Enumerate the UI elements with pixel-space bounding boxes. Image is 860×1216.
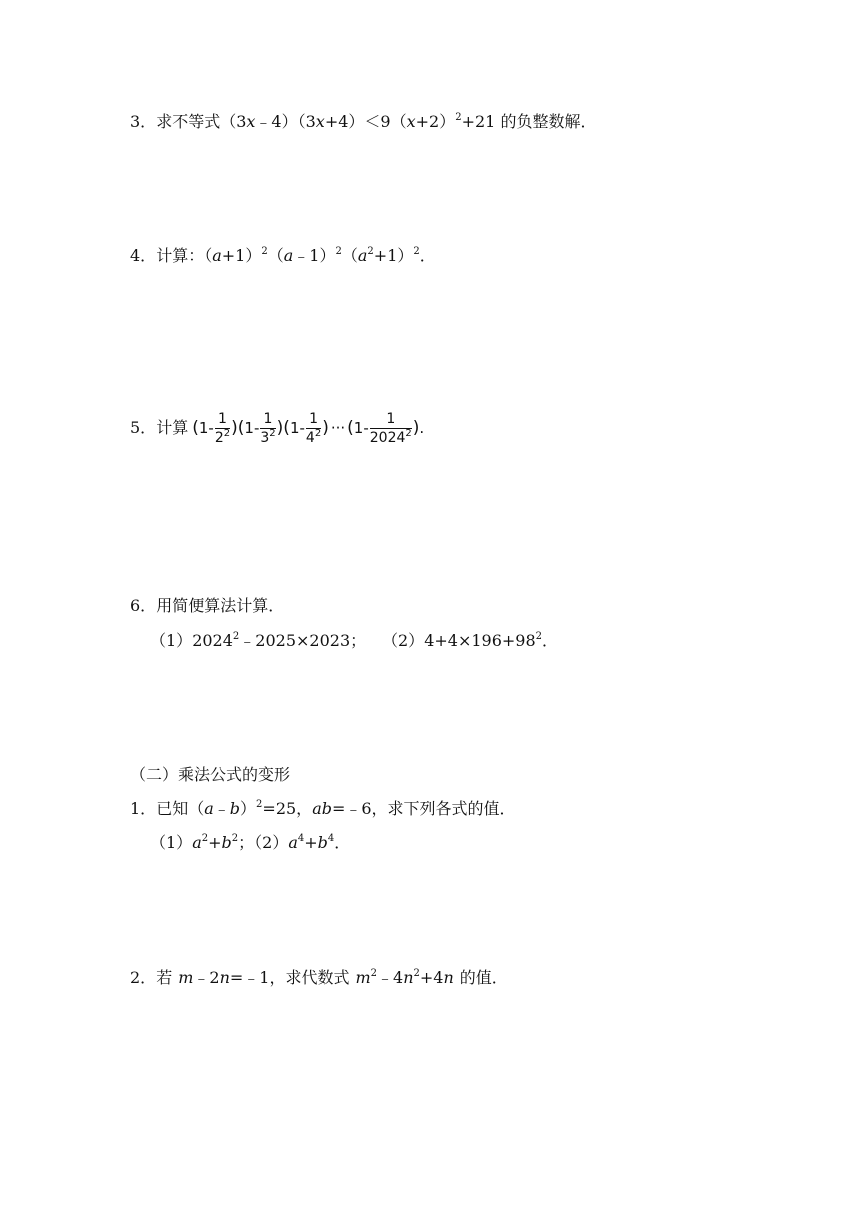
- exponent: 2: [367, 246, 374, 257]
- variable-m: m: [178, 968, 194, 987]
- exponent: 2: [231, 833, 239, 844]
- question-text: （: [267, 246, 284, 265]
- open-paren: (: [347, 418, 354, 438]
- fraction-numerator: 1: [386, 410, 396, 427]
- period: ．: [334, 833, 351, 852]
- fraction-denominator: [370, 429, 412, 446]
- question-text: 2024: [192, 631, 233, 650]
- exponent: 2: [535, 631, 543, 642]
- question-text: +4: [419, 968, 444, 987]
- question-3: [130, 111, 596, 133]
- question-text: +4）＜9（: [324, 112, 407, 131]
- question-6-part-1: [150, 630, 366, 652]
- term-one: 1: [353, 419, 364, 437]
- section-title: （二）乘法公式的变形: [130, 765, 291, 784]
- variable-m: m: [355, 968, 371, 987]
- section-question-1: [130, 798, 516, 820]
- exponent: 2: [405, 427, 412, 439]
- minus-sign: -: [253, 419, 260, 437]
- question-text: 用简便算法计算．: [156, 596, 285, 615]
- variable-n: n: [403, 968, 414, 987]
- exponent: 2: [223, 427, 231, 439]
- close-paren: ）: [240, 799, 257, 818]
- minus-sign: -: [363, 419, 369, 437]
- section-heading: [130, 764, 290, 786]
- minus-sign: -: [208, 419, 214, 437]
- open-paren: (: [237, 418, 245, 438]
- denominator-base: 2024: [369, 429, 406, 446]
- variable-a: a: [283, 246, 294, 265]
- variable-a: a: [212, 246, 222, 265]
- separator: ；: [238, 833, 255, 852]
- exponent: 2: [232, 631, 240, 642]
- fraction-denominator: [260, 429, 275, 446]
- plus-sign: +: [208, 833, 222, 852]
- question-text: +1）: [221, 246, 262, 265]
- term-one: 1: [289, 419, 300, 437]
- question-text: 已知（: [156, 799, 205, 818]
- question-text: =25，: [262, 799, 313, 818]
- exponent: 4: [327, 833, 335, 844]
- fraction-denominator: [215, 429, 230, 446]
- variable-a: a: [204, 799, 214, 818]
- minus-sign: ﹣: [213, 799, 230, 818]
- part-label: （1）: [150, 631, 193, 650]
- fraction-1-over-3-squared: [260, 411, 275, 446]
- question-5: [130, 408, 424, 448]
- question-text: +21 的负整数解．: [461, 112, 597, 131]
- exponent: 4: [297, 833, 305, 844]
- question-number: 3．: [130, 112, 157, 131]
- part-label: （2）: [382, 631, 425, 650]
- exponent: 2: [201, 833, 209, 844]
- part-label: （1）: [150, 833, 193, 852]
- variable-b: b: [221, 833, 232, 852]
- fraction-1-over-2-squared: [215, 411, 230, 446]
- denominator-base: 4: [305, 429, 315, 446]
- minus-sign: -: [299, 419, 305, 437]
- fraction-1-over-4-squared: [306, 411, 321, 446]
- question-text: ．: [419, 246, 436, 265]
- question-text: ﹣2025×2023；: [239, 631, 367, 650]
- question-4: [130, 245, 436, 267]
- variable-a: a: [288, 833, 298, 852]
- question-text: ．: [542, 631, 559, 650]
- variable-b: b: [229, 799, 241, 818]
- exponent: 2: [455, 112, 462, 123]
- variable-ab: ab: [312, 799, 332, 818]
- denominator-base: 3: [260, 429, 270, 446]
- part-label: （2）: [254, 833, 289, 852]
- exponent: 2: [370, 968, 378, 979]
- close-paren: ): [412, 418, 420, 438]
- fraction-numerator: 1: [263, 410, 273, 427]
- question-number: 1．: [130, 799, 157, 818]
- section-question-2: [130, 967, 508, 989]
- fraction-numerator: 1: [218, 410, 227, 427]
- question-text: ﹣4: [377, 968, 404, 987]
- term-one: 1: [198, 419, 209, 437]
- question-text: =﹣1，求代数式: [229, 968, 350, 987]
- section-question-1-parts: [150, 832, 350, 854]
- product-expression: [192, 408, 424, 448]
- exponent: 2: [314, 427, 322, 439]
- variable-n: n: [219, 968, 230, 987]
- question-text: 计算：（: [156, 246, 213, 265]
- close-paren: ): [276, 418, 284, 438]
- question-text: =﹣6，求下列各式的值．: [331, 799, 516, 818]
- close-paren: ): [322, 418, 329, 438]
- period: .: [419, 419, 425, 437]
- question-text: 4+4×196+98: [424, 631, 536, 650]
- question-text: ﹣2: [193, 968, 220, 987]
- question-6-part-2: [382, 630, 558, 652]
- question-6: [130, 595, 284, 617]
- question-number: 5．: [130, 418, 157, 437]
- fraction-numerator: 1: [309, 410, 319, 427]
- exponent: 2: [413, 246, 420, 257]
- variable-x: x: [246, 112, 256, 131]
- question-number: 4．: [130, 246, 157, 265]
- question-text: 求不等式（3: [156, 112, 247, 131]
- exponent: 2: [269, 427, 276, 439]
- question-text: 的值．: [459, 968, 508, 987]
- variable-x: x: [315, 112, 325, 131]
- question-number: 6．: [130, 596, 157, 615]
- fraction-denominator: [306, 429, 321, 446]
- question-number: 2．: [130, 968, 157, 987]
- ellipsis: ···: [330, 419, 346, 437]
- exponent: 2: [413, 968, 420, 979]
- fraction-1-over-2024-squared: [370, 411, 412, 446]
- exponent: 2: [256, 799, 263, 810]
- question-text: ﹣1）: [293, 246, 336, 265]
- variable-x: x: [406, 112, 416, 131]
- question-text: ﹣4）（3: [255, 112, 316, 131]
- close-paren: ): [231, 418, 238, 438]
- question-text: +2）: [415, 112, 456, 131]
- denominator-base: 2: [214, 429, 224, 446]
- question-text: （: [341, 246, 358, 265]
- open-paren: (: [283, 418, 290, 438]
- question-text: +1）: [373, 246, 414, 265]
- question-text: 若: [156, 968, 173, 987]
- variable-a: a: [357, 246, 368, 265]
- term-one: 1: [244, 419, 254, 437]
- variable-n: n: [443, 968, 454, 987]
- plus-sign: +: [304, 833, 318, 852]
- question-text: 计算: [156, 418, 189, 437]
- open-paren: (: [192, 418, 199, 438]
- variable-b: b: [317, 833, 328, 852]
- exponent: 2: [261, 246, 268, 257]
- variable-a: a: [192, 833, 202, 852]
- exponent: 2: [335, 246, 342, 257]
